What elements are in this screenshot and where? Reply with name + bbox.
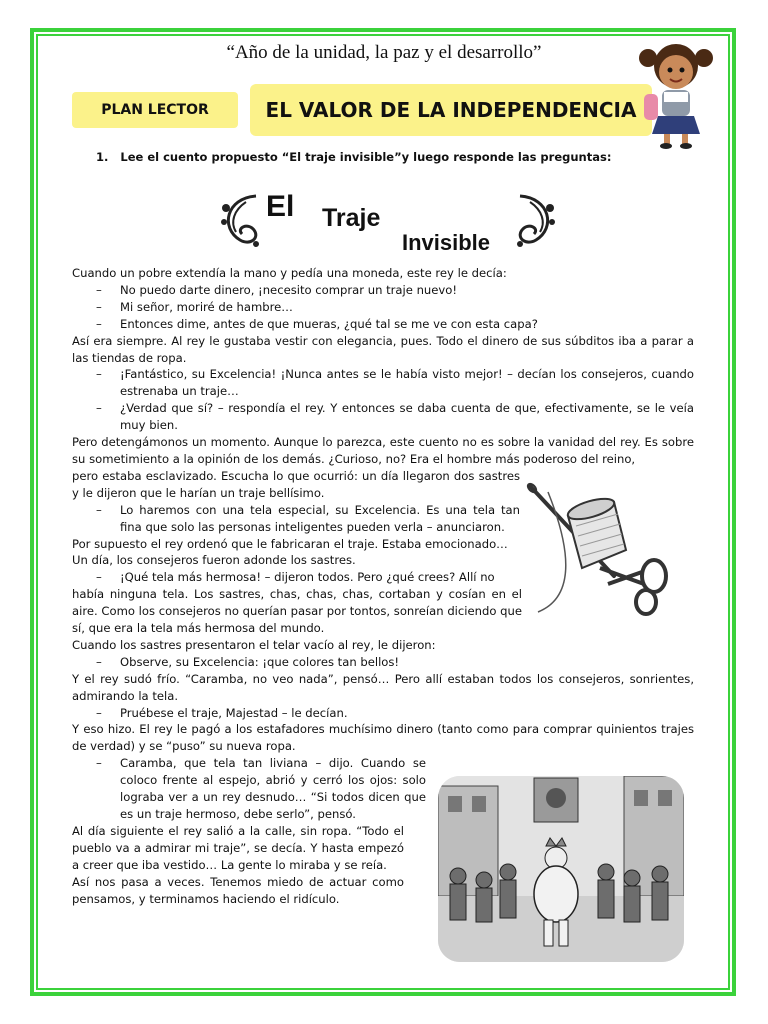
- dialogue-line: – Caramba, que tela tan liviana – dijo. Cuando se coloco frente al espejo, abrió y cerró los ojos: solo lograba ver a un rey desnudo… “Si todos dicen que es un traje hermoso, debe serlo”, pensó.: [96, 756, 426, 821]
- story-paragraph: Cuando un pobre extendía la mano y pedía una moneda, este rey le decía:: [72, 266, 507, 280]
- story-paragraph: pero estaba esclavizado. Escucha lo que ocurrió: un día llegaron dos sastres y le dijeron que le harían un traje bellísimo.: [72, 468, 520, 500]
- story-paragraph: Por supuesto el rey ordenó que le fabricaran el traje. Estaba emocionado…: [72, 536, 508, 551]
- dialogue-line: – No puedo darte dinero, ¡necesito comprar un traje nuevo!: [96, 282, 457, 297]
- story-paragraph: Y el rey sudó frío. “Caramba, no veo nada”, pensó… Pero allí estaban todos los consejeros, sonrientes, admirando la tela.: [72, 671, 694, 703]
- story-paragraph: Pero detengámonos un momento. Aunque lo parezca, este cuento no es sobre la vanidad del rey. Es sobre su sometimiento a la opinión de los demás. ¿Curioso, no? Era el hombre más poderoso del reino,: [72, 435, 694, 466]
- story-paragraph: Así era siempre. Al rey le gustaba vestir con elegancia, pues. Todo el dinero de sus súbditos iba a parar a las tiendas de ropa.: [72, 333, 694, 365]
- instruction: [96, 150, 611, 164]
- dialogue-line: – Lo haremos con una tela especial, su Excelencia. Es una tela tan fina que solo las personas inteligentes pueden verla – anunciaron.: [96, 502, 520, 534]
- king-parade-illustration: [438, 776, 684, 962]
- story-paragraph: Un día, los consejeros fueron adonde los sastres.: [72, 553, 356, 568]
- girl-illustration: [628, 36, 724, 154]
- page-title: EL VALOR DE LA INDEPENDENCIA: [250, 84, 652, 136]
- flourish-left-icon: [216, 188, 264, 250]
- dialogue-line: – Mi señor, moriré de hambre…: [96, 299, 293, 314]
- story-paragraph: Y eso hizo. El rey le pagó a los estafadores muchísimo dinero (tanto como para comprar quinientos trajes de verdad) y se “puso” su nueva ropa.: [72, 722, 694, 754]
- story-paragraph: Cuando los sastres presentaron el telar vacío al rey, le dijeron:: [72, 637, 436, 652]
- dialogue-line: – ¡Qué tela más hermosa! – dijeron todos. Pero ¿qué crees? Allí no: [96, 570, 495, 585]
- story-title-el: El: [266, 190, 295, 223]
- story-paragraph: había ninguna tela. Los sastres, chas, chas, chas, cortaban y cosían en el aire. Como los consejeros no querían pasar por tontos, sonreían diciendo que sí, que era la tela más hermosa del mundo.: [72, 587, 522, 636]
- dialogue-line: – ¡Fantástico, su Excelencia! ¡Nunca antes se le había visto mejor! – decían los consejeros, cuando estrenaba un traje…: [96, 367, 694, 399]
- story-title-traje: Traje: [322, 204, 381, 232]
- flourish-right-icon: [512, 188, 560, 250]
- story-paragraph: Así nos pasa a veces. Tenemos miedo de actuar como pensamos, y terminamos haciendo el ridículo.: [72, 874, 404, 906]
- year-motto: “Año de la unidad, la paz y el desarrollo”: [226, 42, 542, 63]
- dialogue-line: – Pruébese el traje, Majestad – le decían.: [96, 705, 348, 720]
- dialogue-line: – ¿Verdad que sí? – respondía el rey. Y entonces se daba cuenta de que, efectivamente, se le veía muy bien.: [96, 401, 694, 433]
- sewing-tools-illustration: [518, 472, 678, 620]
- story-title-invisible: Invisible: [402, 230, 491, 255]
- instruction-number: 1.: [96, 150, 109, 164]
- plan-lector-label: PLAN LECTOR: [72, 92, 238, 128]
- story-title-banner: [214, 188, 554, 258]
- dialogue-line: – Observe, su Excelencia: ¡que colores tan bellos!: [96, 654, 400, 669]
- story-paragraph: Al día siguiente el rey salió a la calle, sin ropa. “Todo el pueblo va a admirar mi traje”, se decía. Y hasta empezó a creer que iba vestido… La gente lo miraba y se reía.: [72, 823, 404, 872]
- instruction-text: Lee el cuento propuesto “El traje invisible”y luego responde las preguntas:: [120, 150, 612, 164]
- dialogue-line: – Entonces dime, antes de que mueras, ¿qué tal se me ve con esta capa?: [96, 316, 538, 331]
